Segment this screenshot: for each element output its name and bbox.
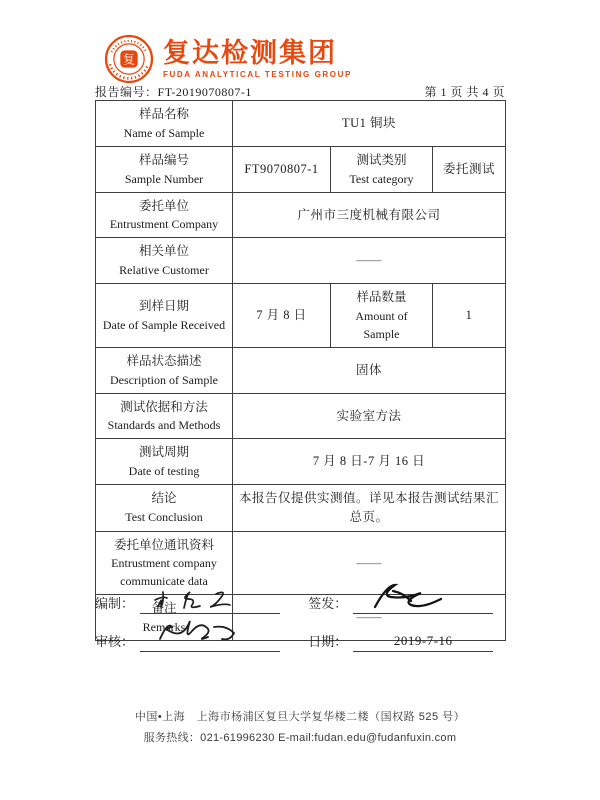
sub-label-en: Amount of Sample bbox=[355, 308, 408, 341]
row-label-cell bbox=[96, 439, 233, 485]
row-label-en: Date of testing bbox=[128, 464, 200, 478]
footer-contact: 服务热线：021-61996230 E-mail:fudan.edu@fudanfuxin.com bbox=[143, 732, 457, 744]
reviewed-signature-line bbox=[140, 630, 280, 652]
brand-name-en: FUDA ANALYTICAL TESTING GROUP bbox=[163, 69, 352, 79]
value-cell: —— bbox=[233, 531, 506, 595]
row-label-cell bbox=[96, 101, 233, 147]
row-label-en: Entrustment company bbox=[111, 556, 217, 571]
row-label-cell bbox=[96, 284, 233, 348]
table-row bbox=[96, 192, 506, 238]
row-label-cell bbox=[96, 238, 233, 284]
row-label-cell bbox=[96, 485, 233, 532]
table-row bbox=[96, 101, 506, 147]
report-number-label: 报告编号： bbox=[95, 85, 158, 99]
issued-signature-line bbox=[353, 592, 493, 614]
value-cell: 1 bbox=[433, 284, 506, 348]
value-cell: 7 月 8 日 bbox=[233, 284, 331, 348]
row-label-cell bbox=[96, 192, 233, 238]
row-label-cell bbox=[96, 347, 233, 393]
company-seal-icon bbox=[102, 33, 156, 85]
value-cell: 委托测试 bbox=[433, 146, 506, 192]
table-row bbox=[96, 439, 506, 485]
reviewed-by bbox=[95, 630, 292, 652]
report-meta-line bbox=[95, 83, 505, 100]
issued-signature-icon bbox=[363, 581, 473, 615]
reviewed-label: 审核： bbox=[95, 634, 135, 649]
seal-glyph: 复 bbox=[122, 52, 136, 67]
row-label-en: Description of Sample bbox=[110, 372, 218, 387]
date-line bbox=[353, 630, 493, 652]
row-label-en: Name of Sample bbox=[123, 125, 205, 140]
value-cell: 实验室方法 bbox=[233, 393, 506, 439]
report-number-value: FT-2019070807-1 bbox=[157, 85, 252, 99]
row-label-cn: 到样日期 bbox=[138, 299, 189, 313]
row-label-cn: 委托单位通讯资料 bbox=[113, 537, 214, 552]
row-label-cn: 备注 bbox=[151, 601, 177, 616]
row-label-cn: 委托单位 bbox=[138, 198, 189, 213]
brand-name-cn: 复达检测集团 bbox=[163, 38, 337, 69]
value-cell: —— bbox=[233, 595, 506, 641]
sub-label-cell bbox=[331, 146, 433, 192]
row-label-cell bbox=[96, 146, 233, 192]
row-label-en: Remarks bbox=[142, 620, 186, 634]
table-row bbox=[96, 347, 506, 393]
date-field bbox=[308, 630, 505, 652]
sub-label-cn: 测试类别 bbox=[356, 152, 407, 167]
signature-block bbox=[95, 592, 505, 668]
row-label-en: Sample Number bbox=[124, 171, 204, 186]
table-row bbox=[96, 284, 506, 348]
prepared-by bbox=[95, 592, 292, 614]
value-cell: —— bbox=[233, 238, 506, 284]
sub-label-cell bbox=[331, 284, 433, 348]
prepared-label: 编制： bbox=[95, 596, 135, 611]
table-row bbox=[96, 238, 506, 284]
footer-address: 中国•上海 上海市杨浦区复旦大学复华楼二楼（国权路 525 号） bbox=[134, 711, 466, 723]
row-label-cell bbox=[96, 393, 233, 439]
value-cell: FT9070807-1 bbox=[233, 146, 331, 192]
value-cell: 固体 bbox=[233, 347, 506, 393]
date-label: 日期： bbox=[308, 634, 348, 649]
page-info: 第 1 页 共 4 页 bbox=[424, 85, 505, 99]
sub-label-en: Test category bbox=[349, 171, 414, 186]
row-label-en: Relative Customer bbox=[119, 263, 209, 277]
prepared-signature-line bbox=[140, 592, 280, 614]
table-row bbox=[96, 485, 506, 532]
value-cell: 本报告仅提供实测值。详见本报告测试结果汇总页。 bbox=[233, 485, 506, 532]
row-label-cn: 测试周期 bbox=[138, 445, 189, 460]
sub-label-cn: 样品数量 bbox=[356, 290, 407, 304]
sample-info-table bbox=[95, 100, 506, 641]
issued-label: 签发： bbox=[308, 596, 348, 611]
row-label-cn: 结论 bbox=[151, 491, 177, 506]
value-cell: 7 月 8 日-7 月 16 日 bbox=[233, 439, 506, 485]
date-value: 2019-7-16 bbox=[393, 633, 453, 648]
row-label-cn: 样品编号 bbox=[138, 152, 189, 167]
row-label-en: communicate data bbox=[120, 574, 208, 589]
brand-header bbox=[102, 33, 352, 85]
row-label-cn: 样品名称 bbox=[138, 107, 189, 121]
value-cell: 广州市三度机械有限公司 bbox=[233, 192, 506, 238]
row-label-cn: 测试依据和方法 bbox=[120, 399, 208, 414]
row-label-en: Standards and Methods bbox=[107, 418, 221, 433]
prepared-signature-icon bbox=[150, 585, 260, 615]
row-label-en: Test Conclusion bbox=[125, 510, 203, 525]
row-label-cn: 样品状态描述 bbox=[126, 353, 202, 368]
report-number bbox=[95, 83, 252, 100]
issued-by bbox=[308, 592, 505, 614]
row-label-en: Entrustment Company bbox=[109, 217, 219, 232]
table-row bbox=[96, 146, 506, 192]
footer bbox=[0, 708, 600, 745]
value-cell: TU1 铜块 bbox=[233, 101, 506, 147]
row-label-en: Date of Sample Received bbox=[102, 317, 226, 332]
reviewed-signature-icon bbox=[150, 619, 260, 653]
table-row bbox=[96, 393, 506, 439]
row-label-cn: 相关单位 bbox=[138, 244, 189, 259]
